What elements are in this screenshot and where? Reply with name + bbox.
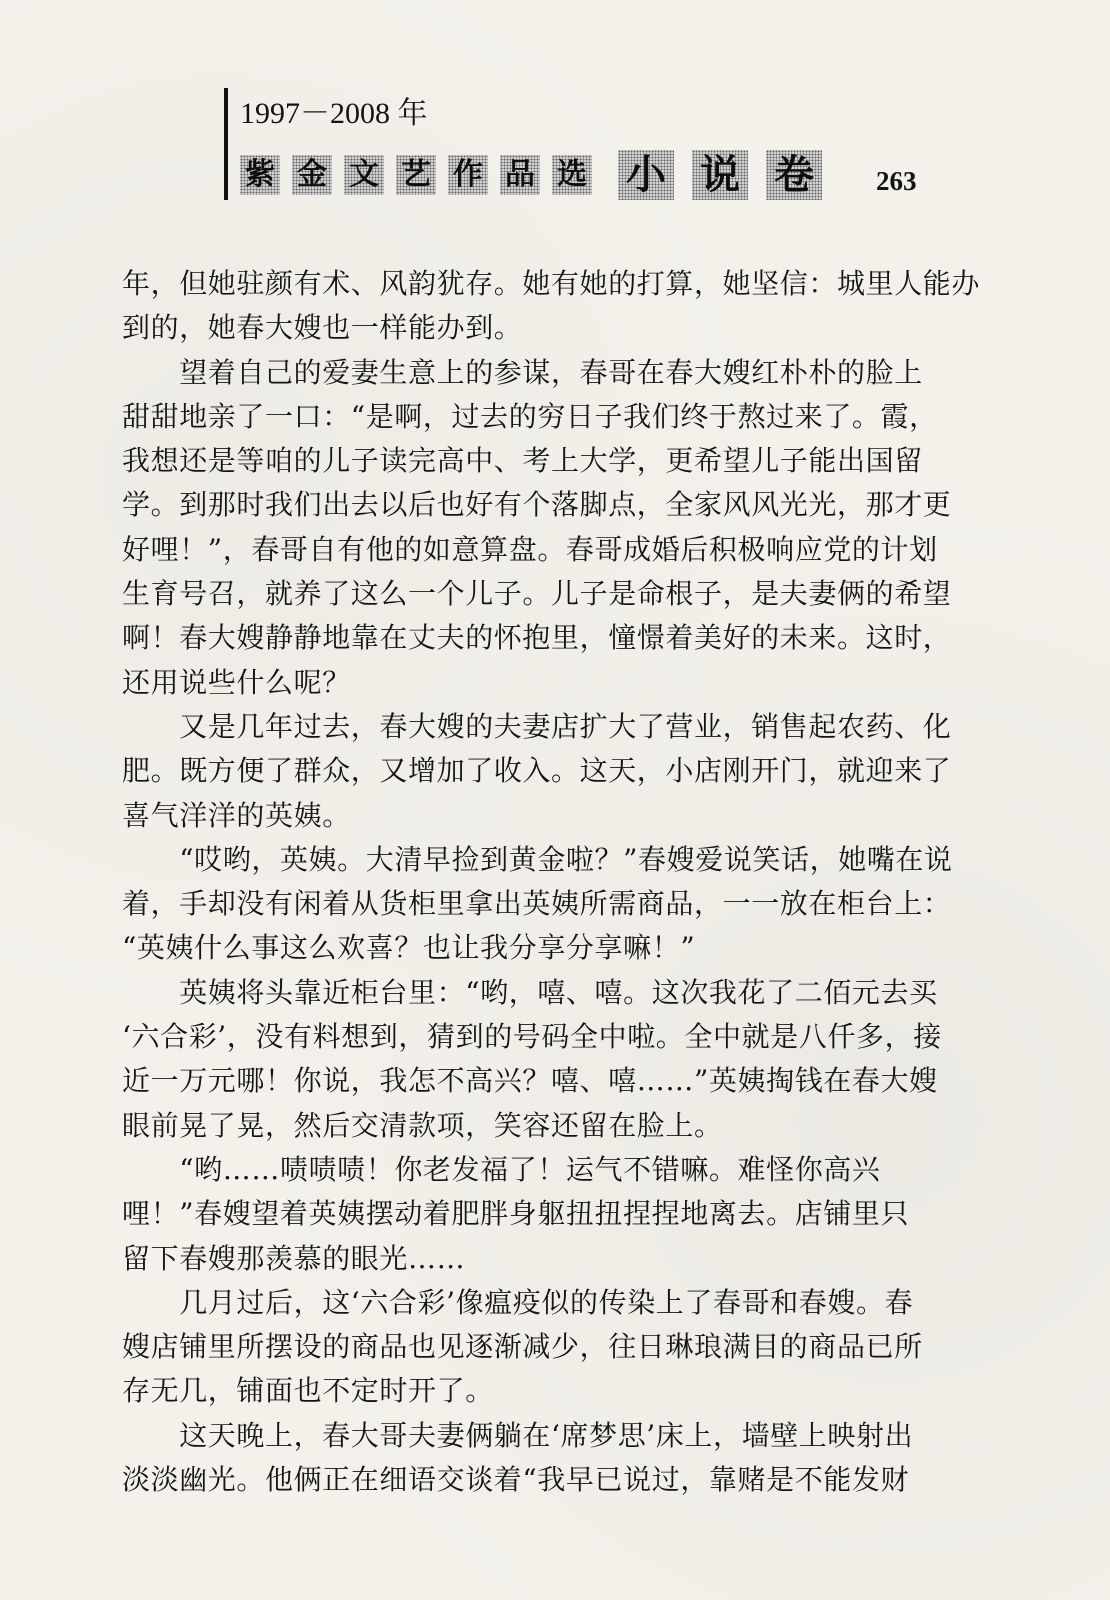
series-char: 作 — [448, 155, 488, 195]
text-line: 望着自己的爱妻生意上的参谋，春哥在春大嫂红朴朴的脸上 — [122, 355, 923, 389]
text-line: 存无几，铺面也不定时开了。 — [122, 1374, 494, 1408]
page-number: 263 — [876, 166, 917, 196]
text-line: 英姨将头靠近柜台里：“哟，嘻、嘻。这次我花了二佰元去买 — [122, 975, 938, 1009]
text-line: 近一万元哪！你说，我怎不高兴？嘻、嘻……”英姨掏钱在春大嫂 — [122, 1064, 938, 1098]
text-line: 学。到那时我们出去以后也好有个落脚点，全家风风光光，那才更 — [122, 488, 952, 522]
text-line: 又是几年过去，春大嫂的夫妻店扩大了营业，销售起农药、化 — [122, 709, 952, 743]
text-line: 到的，她春大嫂也一样能办到。 — [122, 311, 523, 345]
text-line: 留下春嫂那羡慕的眼光…… — [122, 1241, 466, 1275]
text-line: 这天晚上，春大哥夫妻俩躺在‘席梦思’床上，墙壁上映射出 — [122, 1418, 914, 1452]
text-line: 好哩！”，春哥自有他的如意算盘。春哥成婚后积极响应党的计划 — [122, 532, 938, 566]
text-line: “英姨什么事这么欢喜？也让我分享分享嘛！” — [122, 931, 696, 965]
text-line: 我想还是等咱的儿子读完高中、考上大学，更希望儿子能出国留 — [122, 444, 923, 478]
text-line: “哟……啧啧啧！你老发福了！运气不错嘛。难怪你高兴 — [122, 1152, 881, 1186]
text-line: 哩！”春嫂望着英姨摆动着肥胖身躯扭扭捏捏地离去。店铺里只 — [122, 1197, 910, 1231]
text-line: 眼前晃了晃，然后交清款项，笑容还留在脸上。 — [122, 1108, 723, 1142]
text-line: 甜甜地亲了一口：“是啊，过去的穷日子我们终于熬过来了。霞， — [122, 399, 938, 433]
text-line: 着，手却没有闲着从货柜里拿出英姨所需商品，一一放在柜台上： — [122, 887, 952, 921]
series-char: 艺 — [396, 155, 436, 195]
header-series-title — [240, 150, 840, 200]
text-line: 几月过后，这‘六合彩’像瘟疫似的传染上了春哥和春嫂。春 — [122, 1285, 914, 1319]
text-line: 喜气洋洋的英姨。 — [122, 798, 351, 832]
text-line: 年，但她驻颜有术、风韵犹存。她有她的打算，她坚信：城里人能办 — [122, 267, 981, 300]
series-char: 品 — [500, 155, 540, 195]
header-rule — [224, 88, 228, 200]
text-line: 嫂店铺里所摆设的商品也见逐渐减少，往日琳琅满目的商品已所 — [122, 1330, 923, 1364]
text-line: 还用说些什么呢？ — [122, 665, 351, 699]
text-line: 生育号召，就养了这么一个儿子。儿子是命根子，是夫妻俩的希望 — [122, 577, 952, 611]
volume-char: 小 — [618, 150, 674, 200]
series-char: 选 — [552, 155, 592, 195]
header-years: 1997－2008 年 — [240, 97, 428, 130]
text-line: ‘六合彩’，没有料想到，猜到的号码全中啦。全中就是八仟多，接 — [122, 1020, 942, 1054]
series-char: 金 — [292, 155, 332, 195]
volume-char: 卷 — [766, 150, 822, 200]
body-text — [122, 262, 981, 1502]
volume-char: 说 — [692, 150, 748, 200]
text-line: 淡淡幽光。他俩正在细语交谈着“我早已说过，靠赌是不能发财 — [122, 1463, 910, 1497]
series-char: 紫 — [240, 155, 280, 195]
text-line: “哎哟，英姨。大清早捡到黄金啦？”春嫂爱说笑话，她嘴在说 — [122, 842, 953, 876]
text-line: 啊！春大嫂静静地靠在丈夫的怀抱里，憧憬着美好的未来。这时， — [122, 621, 952, 655]
series-char: 文 — [344, 155, 384, 195]
text-line: 肥。既方便了群众，又增加了收入。这天，小店刚开门，就迎来了 — [122, 754, 952, 788]
